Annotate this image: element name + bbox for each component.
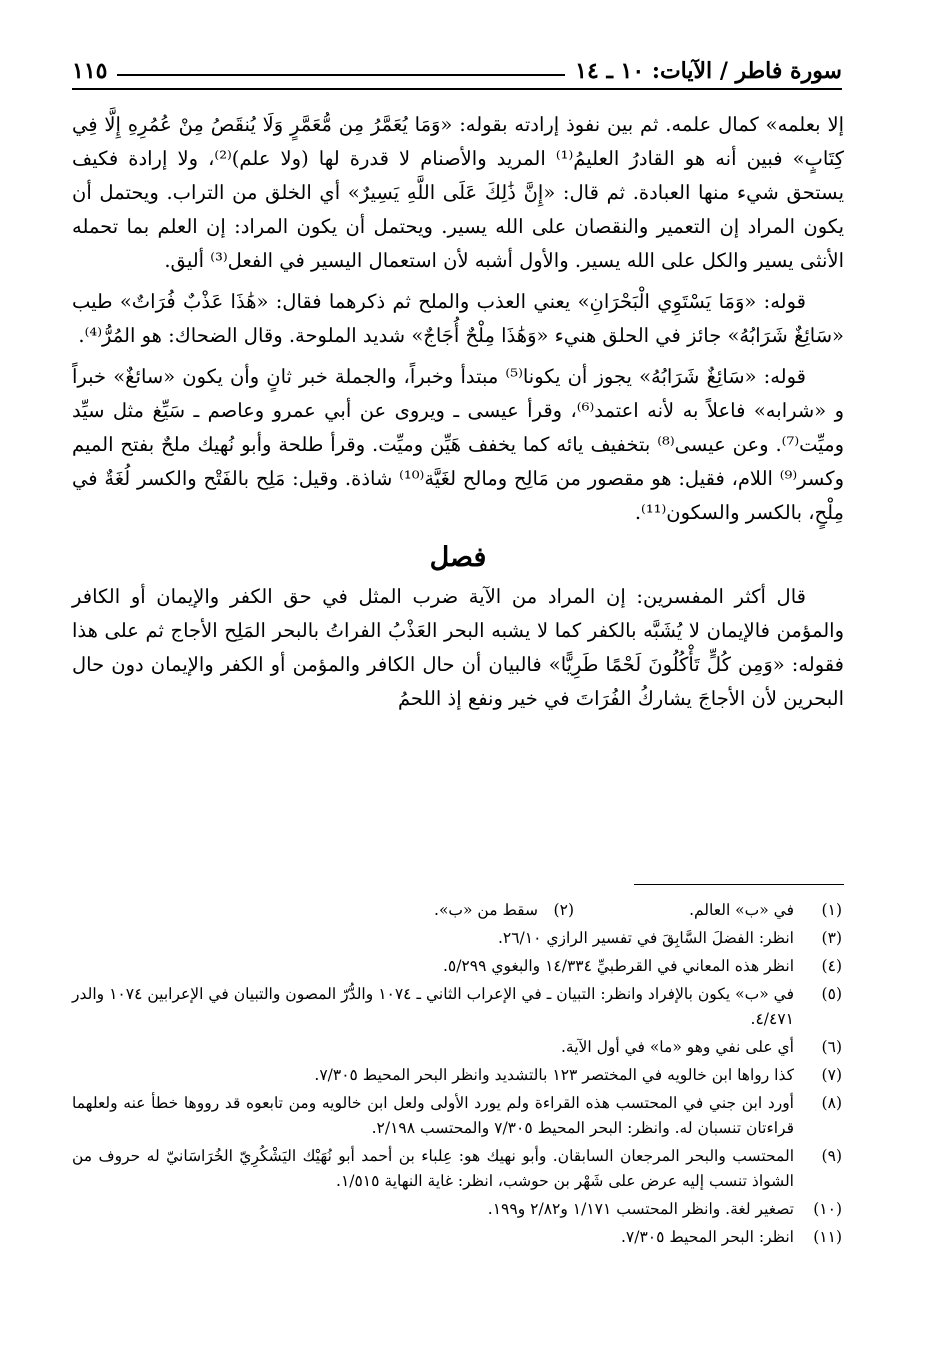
- footnote: [72, 982, 844, 1032]
- footnote-text: انظر: الفضلَ السَّابِقَ في تفسير الرازي ٢٦/١٠.: [497, 929, 794, 947]
- footnote-number: (٣): [821, 929, 842, 947]
- footnote-number: (٥): [821, 985, 842, 1003]
- footnote-number: (٢): [553, 901, 574, 919]
- footnote-text: أورد ابن جني في المحتسب هذه القراءة ولم يورد الأولى ولعل ابن خالويه ومن تابعوه قد رووها خطأ عنه ولعلهما قراءتان تنسبان له. وانظر: البحر المحيط ٧/٣٠٥ والمحتسب ٢/١٩٨.: [72, 1094, 794, 1137]
- footnote-separator: [634, 884, 844, 885]
- running-header: [72, 48, 842, 90]
- section-paragraph: قال أكثر المفسرين: إن المراد من الآية ضرب المثل في حق الكفر والإيمان أو الكافر والمؤمن فالإيمان لا يُشَبَّه بالكفر كما لا يشبه البحر العَذْبُ الفراتُ بالبحر المَلِح الأجاج ثم على هذا فقوله: «وَمِن كُلٍّ تَأْكُلُونَ لَحْمًا طَرِيًّا» فالبيان أن حال الكافر والمؤمن أو الكفر والإيمان دون حال البحرين لأن الأجاجَ يشاركُ الفُرَاتَ في خير ونفع إذ اللحمُ: [72, 585, 844, 710]
- footnote: [72, 1035, 844, 1060]
- page-number: ١١٥: [72, 58, 108, 84]
- footnotes: [72, 898, 844, 1253]
- paragraph-3: قوله: «سَائِغٌ شَرَابُهُ» يجوز أن يكونا⁽⁵⁾ مبتدأ وخبراً، والجملة خبر ثانٍ وأن يكون «سائغٌ» خبراً و «شرابه» فاعلاً به لأنه اعتمد⁽⁶⁾، وقرأ عيسى ـ ويروى عن أبي عمرو وعاصم ـ سَيِّغ مثل سيِّد وميِّت⁽⁷⁾. وعن عيسى⁽⁸⁾ بتخفيف يائه كما يخفف هَيِّن وميِّت. وقرأ طلحة وأبو نُهيك ملحٌ بفتح الميم وكسر⁽⁹⁾ اللام، فقيل: هو مقصور من مَالِح ومالح لغَيَّة⁽¹⁰⁾ شاذة. وقيل: مَلِح بالفَتْح والكسر لُغَةٌ في مِلْحٍ، بالكسر والسكون⁽¹¹⁾.: [72, 365, 845, 524]
- footnote-number: (٨): [821, 1094, 842, 1112]
- footnote-pair: [72, 898, 844, 923]
- footnote-text: انظر: البحر المحيط ٧/٣٠٥.: [620, 1228, 794, 1246]
- footnote-number: (٩): [821, 1147, 842, 1165]
- running-title: سورة فاطر / الآيات: ١٠ ـ ١٤: [575, 58, 842, 84]
- footnote-text: المحتسب والبحر المرجعان السابقان. وأبو نهيك هو: عِلباء بن أحمد أبو نُهَيْك اليَشْكُرِيّ الخُرَاسَانيّ له حروف من الشواذ تنسب إليه عرض على شَهْر بن حوشب، انظر: غاية النهاية ١/٥١٥.: [72, 1147, 794, 1190]
- footnote-number: (٧): [821, 1066, 842, 1084]
- footnote: [72, 926, 844, 951]
- footnote-number: (١): [821, 901, 842, 919]
- paragraph-2: قوله: «وَمَا يَسْتَوِي الْبَحْرَانِ» يعني العذب والملح ثم ذكرهما فقال: «هَٰذَا عَذْبٌ فُرَاتٌ» طيب «سَائِغٌ شَرَابُهُ» جائز في الحلق هنيء «وَهَٰذَا مِلْحٌ أُجَاجٌ» شديد الملوحة. وقال الضحاك: هو المُرُّ⁽⁴⁾.: [72, 290, 844, 347]
- footnote: [72, 954, 844, 979]
- main-text: [72, 108, 844, 723]
- footnote: [72, 1091, 844, 1141]
- footnote-text: أي على نفي وهو «ما» في أول الآية.: [560, 1038, 794, 1056]
- footnote-text: كذا رواها ابن خالويه في المختصر ١٢٣ بالتشديد وانظر البحر المحيط ٧/٣٠٥.: [314, 1066, 794, 1084]
- footnote-text: انظر هذه المعاني في القرطبيِّ ١٤/٣٣٤ والبغوي ٥/٢٩٩.: [442, 957, 794, 975]
- footnote-text: تصغير لغة. وانظر المحتسب ١/١٧١ و٢/٨٢ و١٩٩.: [487, 1200, 794, 1218]
- footnote-text: سقط من «ب».: [434, 901, 538, 919]
- footnote-text: في «ب» العالم.: [689, 901, 794, 919]
- footnote-number: (١١): [813, 1228, 842, 1246]
- footnote-number: (٤): [821, 957, 842, 975]
- footnote-number: (٦): [821, 1038, 842, 1056]
- section-title: فصل: [429, 542, 487, 573]
- footnote-text: في «ب» يكون بالإفراد وانظر: التبيان ـ في الإعراب الثاني ـ ١٠٧٤ والدُّرّ المصون والتبيان في الإعرابين ١٠٧٤ والدر ٤/٤٧١.: [72, 985, 795, 1028]
- footnote: [72, 1197, 844, 1222]
- footnote: [72, 1144, 844, 1194]
- footnote: [72, 1225, 844, 1250]
- footnote: [72, 1063, 844, 1088]
- header-rule: [117, 74, 565, 76]
- footnote-number: (١٠): [813, 1200, 842, 1218]
- paragraph-1: إلا بعلمه» كمال علمه. ثم بين نفوذ إرادته بقوله: «وَمَا يُعَمَّرُ مِن مُّعَمَّرٍ وَلَا يُنقَصُ مِنْ عُمُرِهِ إِلَّا فِي كِتَابٍ» فبين أنه هو القادرُ العليمُ⁽¹⁾ المريد والأصنام لا قدرة لها (ولا علم)⁽²⁾، ولا إرادة فكيف يستحق شيء منها العبادة. ثم قال: «إِنَّ ذَٰلِكَ عَلَى اللَّهِ يَسِيرٌ» أي الخلق من التراب. ويحتمل أن يكون المراد إن التعمير والنقصان على الله يسير. ويحتمل أن يكون المراد: إن العلم بما تحمله الأنثى يسير والكل على الله يسير. والأول أشبه لأن استعمال اليسير في الفعل⁽³⁾ أليق.: [72, 113, 844, 272]
